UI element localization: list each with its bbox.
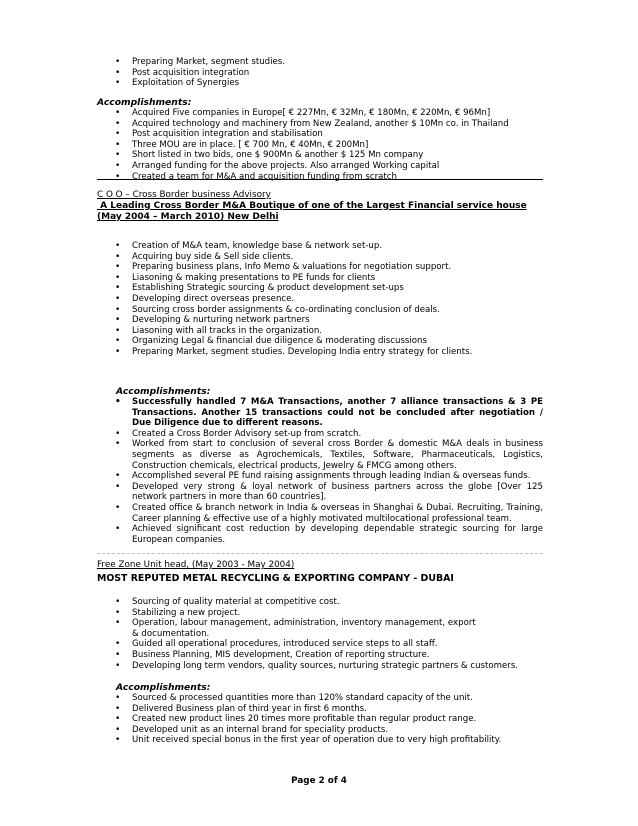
accomplishments-list	[97, 108, 543, 182]
list-item: • Acquired Five companies in Europe[ € 227Mn, € 32Mn, € 180Mn, € 220Mn, € 96Mn]	[97, 108, 543, 119]
list-item: • Post acquisition integration	[97, 68, 543, 79]
list-item: • Exploitation of Synergies	[97, 78, 543, 89]
list-item: • Created new product lines 20 times more profitable than regular product range.	[97, 714, 543, 725]
list-item: • Achieved significant cost reduction by developing dependable strategic sourcing for large European companies.	[97, 524, 543, 545]
list-item: • Liasoning with all tracks in the organization.	[97, 326, 543, 337]
list-item: • Organizing Legal & financial due diligence & moderating discussions	[97, 336, 543, 347]
accomplishments-heading: Accomplishments:	[116, 682, 211, 693]
section-divider	[97, 553, 543, 554]
section-divider	[97, 179, 543, 180]
job-title: C O O – Cross Border business Advisory	[97, 190, 271, 200]
list-item: • Created office & branch network in India & overseas in Shanghai & Dubai. Recruiting, Training, Career planning & effective use of a highly motivated multilocational professional team.	[97, 503, 543, 524]
list-item: • Sourced & processed quantities more than 120% standard capacity of the unit.	[97, 693, 543, 704]
list-item: • Acquiring buy side & Sell side clients.	[97, 252, 543, 263]
company-name: MOST REPUTED METAL RECYCLING & EXPORTING COMPANY - DUBAI	[97, 573, 454, 584]
company-name: A Leading Cross Border M&A Boutique of one of the Largest Financial service house	[97, 201, 527, 211]
list-item: • Post acquisition integration and stabilisation	[97, 129, 543, 140]
list-item: • Liasoning & making presentations to PE funds for clients	[97, 273, 543, 284]
list-item: • Preparing business plans, Info Memo & valuations for negotiation support.	[97, 262, 543, 273]
list-item: • Operation, labour management, administration, inventory management, export & documentation.	[97, 618, 543, 639]
list-item: • Three MOU are in place. [ € 700 Mn, € 40Mn, € 200Mn]	[97, 140, 543, 151]
continued-duties-list	[97, 57, 543, 89]
list-item: • Developed very strong & loyal network of business partners across the globe [Over 125 network partners in more than 60 countries].	[97, 482, 543, 503]
accomplishments-heading: Accomplishments:	[97, 97, 192, 108]
list-item: • Developed unit as an internal brand for speciality products.	[97, 725, 543, 736]
list-item: • Successfully handled 7 M&A Transactions, another 7 alliance transactions & 3 PE Transactions. Another 15 transactions could not be concluded after negotiation / Due Diligence due to different reasons.	[97, 397, 543, 429]
job-title: Free Zone Unit head, (May 2003 - May 2004)	[97, 560, 295, 570]
accomplishments-list	[97, 693, 543, 746]
list-item: • Unit received special bonus in the first year of operation due to very high profitability.	[97, 735, 543, 746]
list-item: • Short listed in two bids, one $ 900Mn & another $ 125 Mn company	[97, 150, 543, 161]
duties-list	[97, 241, 543, 358]
list-item: • Guided all operational procedures, introduced service steps to all staff.	[97, 639, 543, 650]
list-item: • Business Planning, MIS development, Creation of reporting structure.	[97, 650, 543, 661]
list-item: • Created a Cross Border Advisory set-up from scratch.	[97, 429, 543, 440]
page-number: Page 2 of 4	[291, 776, 347, 786]
list-item: • Preparing Market, segment studies.	[97, 57, 543, 68]
accomplishments-list	[97, 397, 543, 545]
list-item: • Stabilizing a new project.	[97, 608, 543, 619]
job-dates: (May 2004 – March 2010) New Delhi	[97, 212, 279, 222]
list-item: • Created a team for M&A and acquisition funding from scratch	[97, 172, 543, 183]
list-item: • Developing & nurturing network partners	[97, 315, 543, 326]
duties-list	[97, 597, 543, 671]
list-item: • Accomplished several PE fund raising assignments through leading Indian & overseas funds.	[97, 471, 543, 482]
accomplishments-heading: Accomplishments:	[116, 386, 211, 397]
list-item: • Arranged funding for the above projects. Also arranged Working capital	[97, 161, 543, 172]
list-item: • Developing direct overseas presence.	[97, 294, 543, 305]
list-item: • Acquired technology and machinery from New Zealand, another $ 10Mn co. in Thailand	[97, 119, 543, 130]
list-item: • Preparing Market, segment studies. Developing India entry strategy for clients.	[97, 347, 543, 358]
list-item: • Worked from start to conclusion of several cross Border & domestic M&A deals in business segments as diverse as Agrochemicals, Textiles, Software, Pharmaceuticals, Logistics, Construction chemicals, electrical products, Jewelry & FMCG among others.	[97, 439, 543, 471]
list-item: • Delivered Business plan of third year in first 6 months.	[97, 704, 543, 715]
list-item: • Establishing Strategic sourcing & product development set-ups	[97, 283, 543, 294]
list-item: • Sourcing of quality material at competitive cost.	[97, 597, 543, 608]
list-item: • Sourcing cross border assignments & co-ordinating conclusion of deals.	[97, 305, 543, 316]
list-item: • Creation of M&A team, knowledge base & network set-up.	[97, 241, 543, 252]
list-item: • Developing long term vendors, quality sources, nurturing strategic partners & customers.	[97, 661, 543, 672]
